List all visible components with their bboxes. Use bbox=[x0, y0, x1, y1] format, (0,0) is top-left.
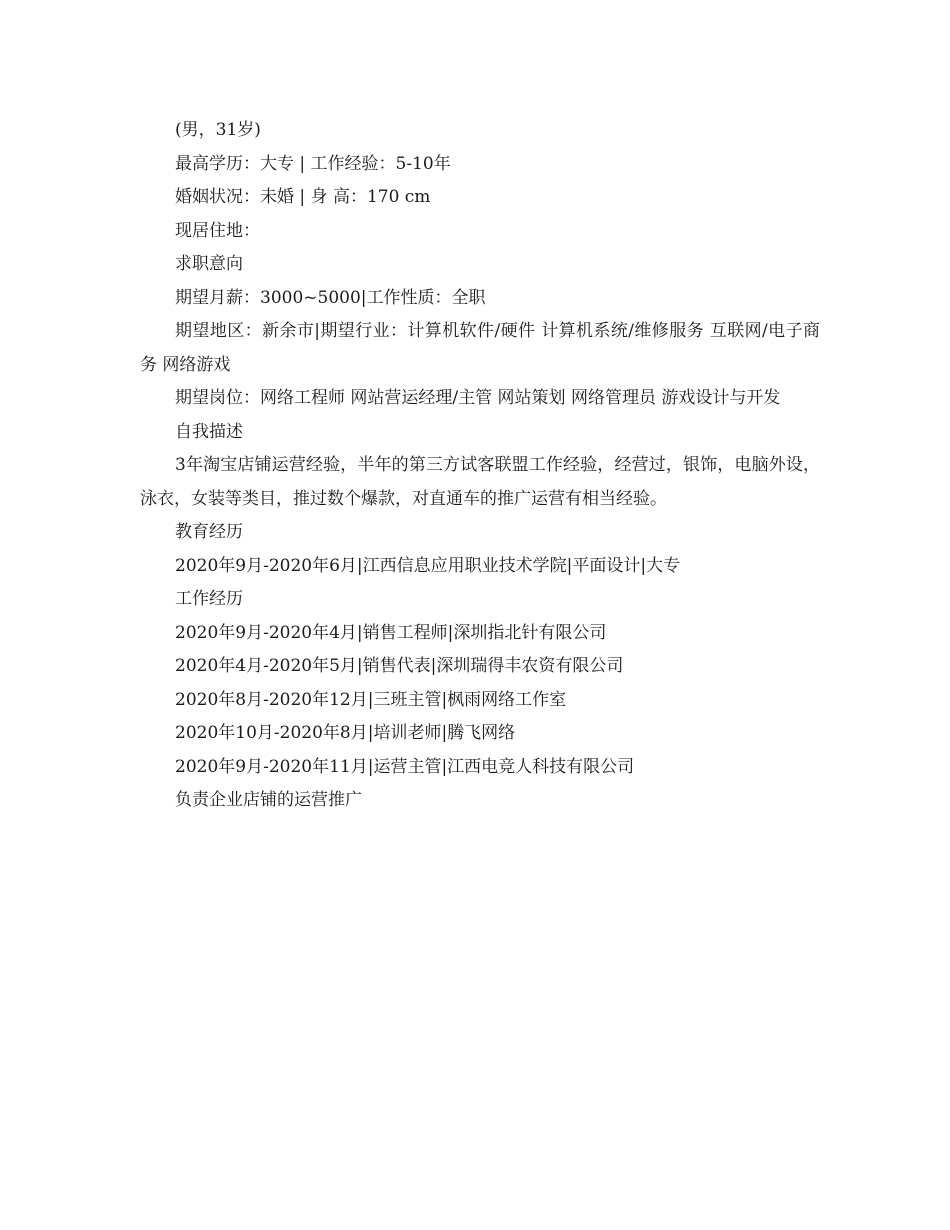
marital-height-line: 婚姻状况：未婚 | 身 高：170 cm bbox=[175, 187, 431, 207]
job-intention-heading: 求职意向 bbox=[175, 254, 243, 274]
education-item: 2020年9月-2020年6月|江西信息应用职业技术学院|平面设计|大专 bbox=[175, 555, 681, 576]
education-experience-line: 最高学历：大专 | 工作经验：5-10年 bbox=[175, 153, 451, 174]
education-heading: 教育经历 bbox=[175, 522, 243, 542]
expected-positions-line: 期望岗位：网络工程师 网站营运经理/主管 网站策划 网络管理员 游戏设计与开发 bbox=[175, 388, 781, 408]
work-item: 2020年10月-2020年8月|培训老师|腾飞网络 bbox=[175, 723, 516, 743]
work-item: 2020年4月-2020年5月|销售代表|深圳瑞得丰农资有限公司 bbox=[175, 656, 624, 676]
work-item: 2020年9月-2020年11月|运营主管|江西电竞人科技有限公司 bbox=[175, 756, 635, 777]
work-item: 2020年8月-2020年12月|三班主管|枫雨网络工作室 bbox=[175, 689, 567, 710]
expected-region-industry-line: 期望地区：新余市|期望行业：计算机软件/硬件 计算机系统/维修服务 互联网/电子商务 网络游戏 bbox=[140, 321, 820, 375]
expected-salary-line: 期望月薪：3000~5000|工作性质：全职 bbox=[175, 287, 486, 308]
gender-age: (男，31岁) bbox=[175, 120, 261, 140]
resume-document bbox=[140, 114, 820, 818]
work-heading: 工作经历 bbox=[175, 589, 243, 609]
residence-line: 现居住地： bbox=[175, 220, 260, 241]
self-description-heading: 自我描述 bbox=[175, 421, 243, 442]
work-description: 负责企业店铺的运营推广 bbox=[175, 790, 362, 810]
self-description-text: 3年淘宝店铺运营经验，半年的第三方试客联盟工作经验，经营过，银饰，电脑外设，泳衣，女装等类目，推过数个爆款，对直通车的推广运营有相当经验。 bbox=[140, 455, 820, 509]
work-item: 2020年9月-2020年4月|销售工程师|深圳指北针有限公司 bbox=[175, 622, 607, 643]
